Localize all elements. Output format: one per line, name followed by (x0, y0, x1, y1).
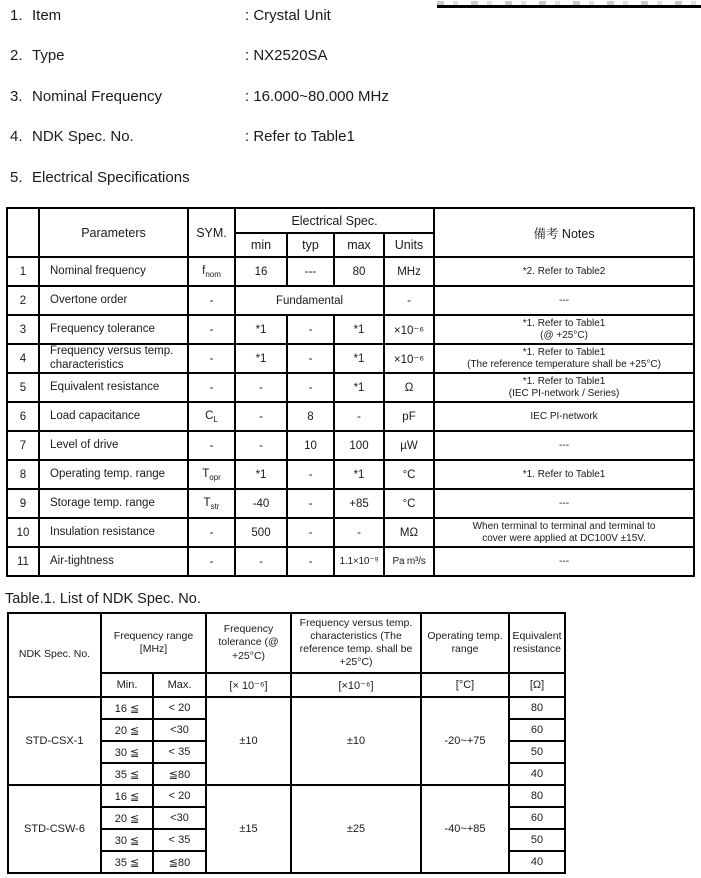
min-subheader: Min. (101, 673, 153, 697)
resistance-cell: 40 (509, 763, 565, 785)
notes-cell: *2. Refer to Table2 (434, 257, 694, 286)
max-cell: <30 (153, 807, 206, 829)
spec-row (7, 460, 694, 489)
symbol-cell: $T_{str}$ (188, 489, 235, 518)
page-edge-artifact (437, 0, 701, 8)
min-cell: *1 (235, 344, 287, 373)
fvt-cell: ±25 (291, 785, 421, 873)
notes-cell: --- (434, 431, 694, 460)
info-number: 4. (10, 128, 23, 145)
parameter-cell: Air-tightness (39, 547, 188, 576)
resistance-cell: 50 (509, 741, 565, 763)
max-cell: 100 (334, 431, 384, 460)
max-header: max (334, 233, 384, 257)
info-label: Nominal Frequency (32, 88, 163, 105)
max-cell: *1 (334, 460, 384, 489)
units-cell: Pa m³/s (384, 547, 434, 576)
notes-cell: --- (434, 547, 694, 576)
row-number-cell: 8 (7, 460, 39, 489)
ndk-spec-no-header: NDK Spec. No. (8, 613, 101, 697)
units-cell: MHz (384, 257, 434, 286)
units-cell: pF (384, 402, 434, 431)
min-header: min (235, 233, 287, 257)
table1-title: Table.1. List of NDK Spec. No. (5, 591, 201, 607)
info-item-type (10, 46, 328, 65)
parameter-cell: Load capacitance (39, 402, 188, 431)
max-cell: <30 (153, 719, 206, 741)
units-header: Units (384, 233, 434, 257)
row-number-cell: 6 (7, 402, 39, 431)
symbol-cell: - (188, 431, 235, 460)
notes-cell: When terminal to terminal and terminal to cover were applied at DC100V ±15V. (434, 518, 694, 547)
max-cell: 1.1×10⁻⁹ (334, 547, 384, 576)
min-cell: 20 ≦ (101, 807, 153, 829)
info-value: : Refer to Table1 (245, 128, 355, 145)
min-cell: 16 ≦ (101, 697, 153, 719)
info-value: : 16.000~80.000 MHz (245, 88, 389, 105)
min-cell: - (235, 402, 287, 431)
row-number-cell: 2 (7, 286, 39, 315)
table1-row (8, 785, 565, 807)
max-cell: < 35 (153, 741, 206, 763)
info-item-nominal-frequency (10, 87, 389, 106)
min-cell: 30 ≦ (101, 741, 153, 763)
max-cell: < 35 (153, 829, 206, 851)
min-cell: 35 ≦ (101, 851, 153, 873)
notes-cell: --- (434, 286, 694, 315)
units-cell: °C (384, 460, 434, 489)
spec-row (7, 489, 694, 518)
spec-row (7, 344, 694, 373)
min-cell: 30 ≦ (101, 829, 153, 851)
max-cell: - (334, 402, 384, 431)
row-number-cell: 5 (7, 373, 39, 402)
notes-header: 備考 Notes (434, 208, 694, 257)
typ-cell: 10 (287, 431, 334, 460)
max-cell: < 20 (153, 697, 206, 719)
symbol-cell: $f_{nom}$ (188, 257, 235, 286)
spec-row (7, 547, 694, 576)
parameter-cell: Frequency versus temp. characteristics (39, 344, 188, 373)
parameter-cell: Nominal frequency (39, 257, 188, 286)
symbol-cell: - (188, 373, 235, 402)
parameter-cell: Level of drive (39, 431, 188, 460)
symbol-cell: - (188, 315, 235, 344)
symbol-cell: - (188, 344, 235, 373)
spec-row (7, 373, 694, 402)
units-cell: MΩ (384, 518, 434, 547)
spec-row (7, 518, 694, 547)
typ-cell: - (287, 315, 334, 344)
units-cell: ×10⁻⁶ (384, 344, 434, 373)
units-cell: Ω (384, 373, 434, 402)
info-label: Electrical Specifications (32, 169, 190, 186)
tolerance-cell: ±15 (206, 785, 291, 873)
parameter-cell: Operating temp. range (39, 460, 188, 489)
min-cell: - (235, 547, 287, 576)
op-range-cell: -40~+85 (421, 785, 509, 873)
row-number-cell: 4 (7, 344, 39, 373)
parameter-cell: Storage temp. range (39, 489, 188, 518)
symbol-cell: $T_{opr}$ (188, 460, 235, 489)
resistance-cell: 80 (509, 697, 565, 719)
spec-row (7, 257, 694, 286)
tolerance-unit-subheader: [× 10⁻⁶] (206, 673, 291, 697)
row-number-cell: 11 (7, 547, 39, 576)
notes-cell: *1. Refer to Table1 (434, 460, 694, 489)
op-unit-subheader: [°C] (421, 673, 509, 697)
max-subheader: Max. (153, 673, 206, 697)
units-cell: - (384, 286, 434, 315)
ndk-spec-table (7, 612, 566, 874)
frequency-vs-temp-header: Frequency versus temp. characteristics (The reference temp. shall be +25°C) (291, 613, 421, 673)
info-number: 1. (10, 7, 23, 24)
frequency-tolerance-header: Frequency tolerance (@ +25°C) (206, 613, 291, 673)
min-cell: *1 (235, 460, 287, 489)
op-range-cell: -20~+75 (421, 697, 509, 785)
max-cell: *1 (334, 315, 384, 344)
resistance-cell: 40 (509, 851, 565, 873)
fundamental-cell: Fundamental (235, 286, 384, 315)
typ-cell: --- (287, 257, 334, 286)
info-item-item (10, 6, 331, 25)
resistance-cell: 60 (509, 807, 565, 829)
table1-row (8, 697, 565, 719)
operating-temp-header: Operating temp. range (421, 613, 509, 673)
min-cell: 35 ≦ (101, 763, 153, 785)
units-cell: °C (384, 489, 434, 518)
parameter-cell: Overtone order (39, 286, 188, 315)
min-cell: 20 ≦ (101, 719, 153, 741)
electrical-spec-table (6, 207, 695, 577)
spec-row (7, 402, 694, 431)
notes-cell: --- (434, 489, 694, 518)
info-number: 5. (10, 169, 23, 186)
parameter-cell: Equivalent resistance (39, 373, 188, 402)
typ-cell: - (287, 547, 334, 576)
equivalent-resistance-header: Equivalent resistance (509, 613, 565, 673)
max-cell: - (334, 518, 384, 547)
symbol-cell: - (188, 547, 235, 576)
row-number-cell: 10 (7, 518, 39, 547)
res-unit-subheader: [Ω] (509, 673, 565, 697)
max-cell: *1 (334, 344, 384, 373)
spec-row (7, 431, 694, 460)
section-title-electrical-specifications (10, 168, 190, 187)
info-value: : NX2520SA (245, 47, 328, 64)
typ-cell: - (287, 518, 334, 547)
notes-cell: *1. Refer to Table1 (IEC PI-network / Series) (434, 373, 694, 402)
resistance-cell: 80 (509, 785, 565, 807)
notes-cell: *1. Refer to Table1 (@ +25°C) (434, 315, 694, 344)
spec-row (7, 315, 694, 344)
parameters-header: Parameters (39, 208, 188, 257)
row-number-cell: 7 (7, 431, 39, 460)
frequency-range-header: Frequency range [MHz] (101, 613, 206, 673)
typ-cell: - (287, 344, 334, 373)
typ-cell: - (287, 489, 334, 518)
parameter-cell: Insulation resistance (39, 518, 188, 547)
typ-cell: 8 (287, 402, 334, 431)
notes-cell: *1. Refer to Table1 (The reference temperature shall be +25°C) (434, 344, 694, 373)
row-number-cell: 9 (7, 489, 39, 518)
info-item-ndk-spec-no (10, 127, 355, 146)
fvt-cell: ±10 (291, 697, 421, 785)
typ-cell: - (287, 373, 334, 402)
min-cell: - (235, 373, 287, 402)
fvt-unit-subheader: [×10⁻⁶] (291, 673, 421, 697)
min-cell: 500 (235, 518, 287, 547)
resistance-cell: 60 (509, 719, 565, 741)
max-cell: ≦80 (153, 851, 206, 873)
info-number: 2. (10, 47, 23, 64)
units-cell: ×10⁻⁶ (384, 315, 434, 344)
max-cell: 80 (334, 257, 384, 286)
info-value: : Crystal Unit (245, 7, 331, 24)
electrical-spec-header: Electrical Spec. (235, 208, 434, 233)
row-number-cell: 1 (7, 257, 39, 286)
notes-cell: IEC PI-network (434, 402, 694, 431)
symbol-cell: - (188, 518, 235, 547)
min-cell: - (235, 431, 287, 460)
info-label: Type (32, 47, 65, 64)
spec-no-cell: STD-CSW-6 (8, 785, 101, 873)
min-cell: 16 (235, 257, 287, 286)
tolerance-cell: ±10 (206, 697, 291, 785)
min-cell: *1 (235, 315, 287, 344)
info-label: Item (32, 7, 62, 24)
typ-cell: - (287, 460, 334, 489)
spec-row (7, 286, 694, 315)
symbol-cell: $C_L$ (188, 402, 235, 431)
min-cell: -40 (235, 489, 287, 518)
resistance-cell: 50 (509, 829, 565, 851)
units-cell: µW (384, 431, 434, 460)
row-number-cell: 3 (7, 315, 39, 344)
sym-header: SYM. (188, 208, 235, 257)
spec-no-cell: STD-CSX-1 (8, 697, 101, 785)
parameter-cell: Frequency tolerance (39, 315, 188, 344)
index-header-cell (7, 208, 39, 257)
info-label: NDK Spec. No. (32, 128, 134, 145)
max-cell: ≦80 (153, 763, 206, 785)
min-cell: 16 ≦ (101, 785, 153, 807)
max-cell: < 20 (153, 785, 206, 807)
info-number: 3. (10, 88, 23, 105)
symbol-cell: - (188, 286, 235, 315)
typ-header: typ (287, 233, 334, 257)
max-cell: *1 (334, 373, 384, 402)
max-cell: +85 (334, 489, 384, 518)
